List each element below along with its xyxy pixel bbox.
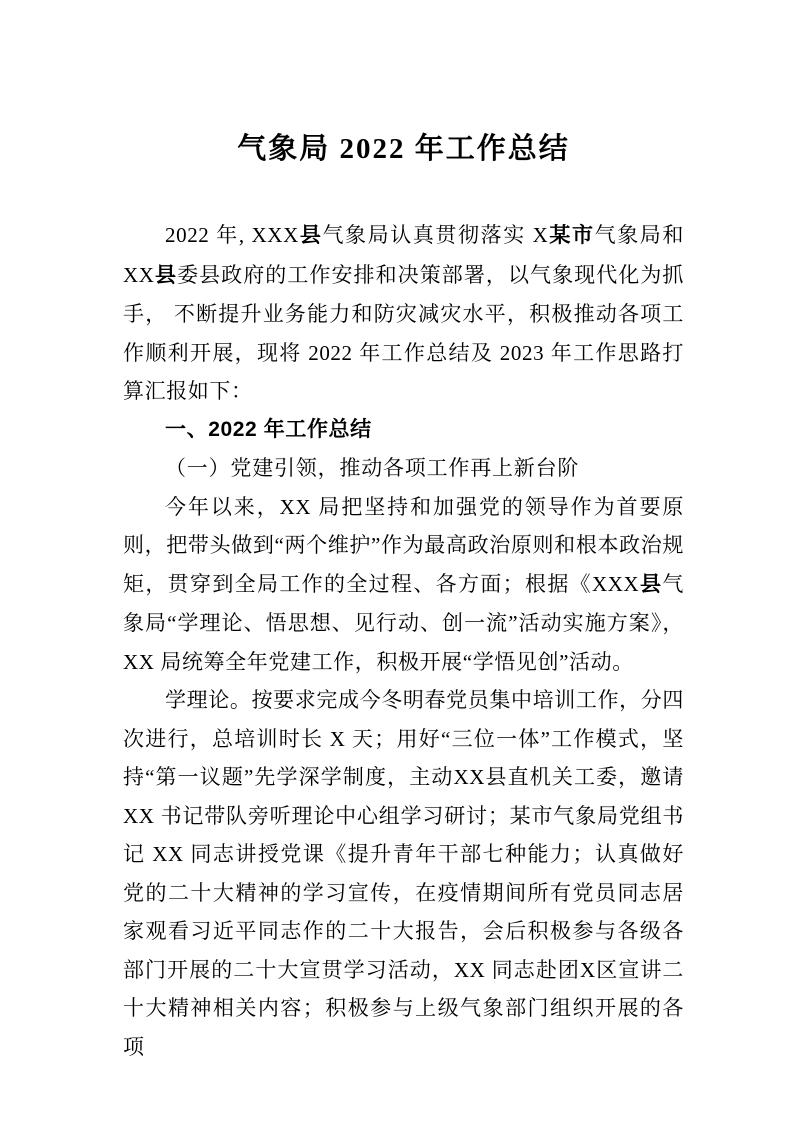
text-run-emphasis: 县	[154, 263, 178, 287]
subsection-heading-party-building: （一）党建引领，推动各项工作再上新台阶	[165, 456, 580, 480]
text-run: 学理论。按要求完成今冬明春党员集中培训工作，分四次进行，总培训时长 X 天；用好“三位一体”工作模式，坚持“第一议题”先学深学制度，主动XX县直机关工委，邀请 XX 书记带队旁听理论中心组学习研讨；某市气象局党组书记 XX 同志讲授党课《提升青年干部七种能力；认真做好党的二十大精神的学习宣传，在疫情期间所有党员同志居家观看习近平同志作的二十大报告，会后积极参与各级各部门开展的二十大宣贯学习活动，XX 同志赴团X区宣讲二十大精神相关内容；积极参与上级气象部门组织开展的各项	[123, 688, 684, 1059]
section-heading-2022-summary: 一、2022 年工作总结	[165, 417, 372, 441]
paragraph-study-theory	[123, 681, 684, 1066]
paragraph-intro	[123, 216, 684, 411]
text-run-emphasis: 某市	[548, 224, 595, 247]
text-run: 气象局和 XX	[123, 223, 684, 287]
text-run: 气象局“学理论、悟思想、见行动、创一流”活动实施方案》，XX 局统筹全年党建工作，积极开展“学悟见创”活动。	[123, 571, 684, 674]
text-run: 2022 年, XXX	[165, 223, 299, 247]
text-run-emphasis: 县	[298, 224, 323, 247]
document-title: 气象局 2022 年工作总结	[237, 133, 570, 165]
text-run: 今年以来，XX 局把坚持和加强党的领导作为首要原则，把带头做到“两个维护”作为最高政治原则和根本政治规矩，贯穿到全局工作的全过程、各方面；根据《XXX	[123, 494, 684, 596]
text-run: 气象局认真贯彻落实 X	[322, 223, 549, 247]
text-run-emphasis: 县	[639, 572, 663, 596]
paragraph-party-building	[123, 488, 684, 682]
text-run: 委县政府的工作安排和决策部署，以气象现代化为抓手， 不断提升业务能力和防灾减灾水平，积极推动各项工作顺利开展，现将 2022 年工作总结及 2023 年工作思路打算汇报如下：	[123, 262, 684, 403]
